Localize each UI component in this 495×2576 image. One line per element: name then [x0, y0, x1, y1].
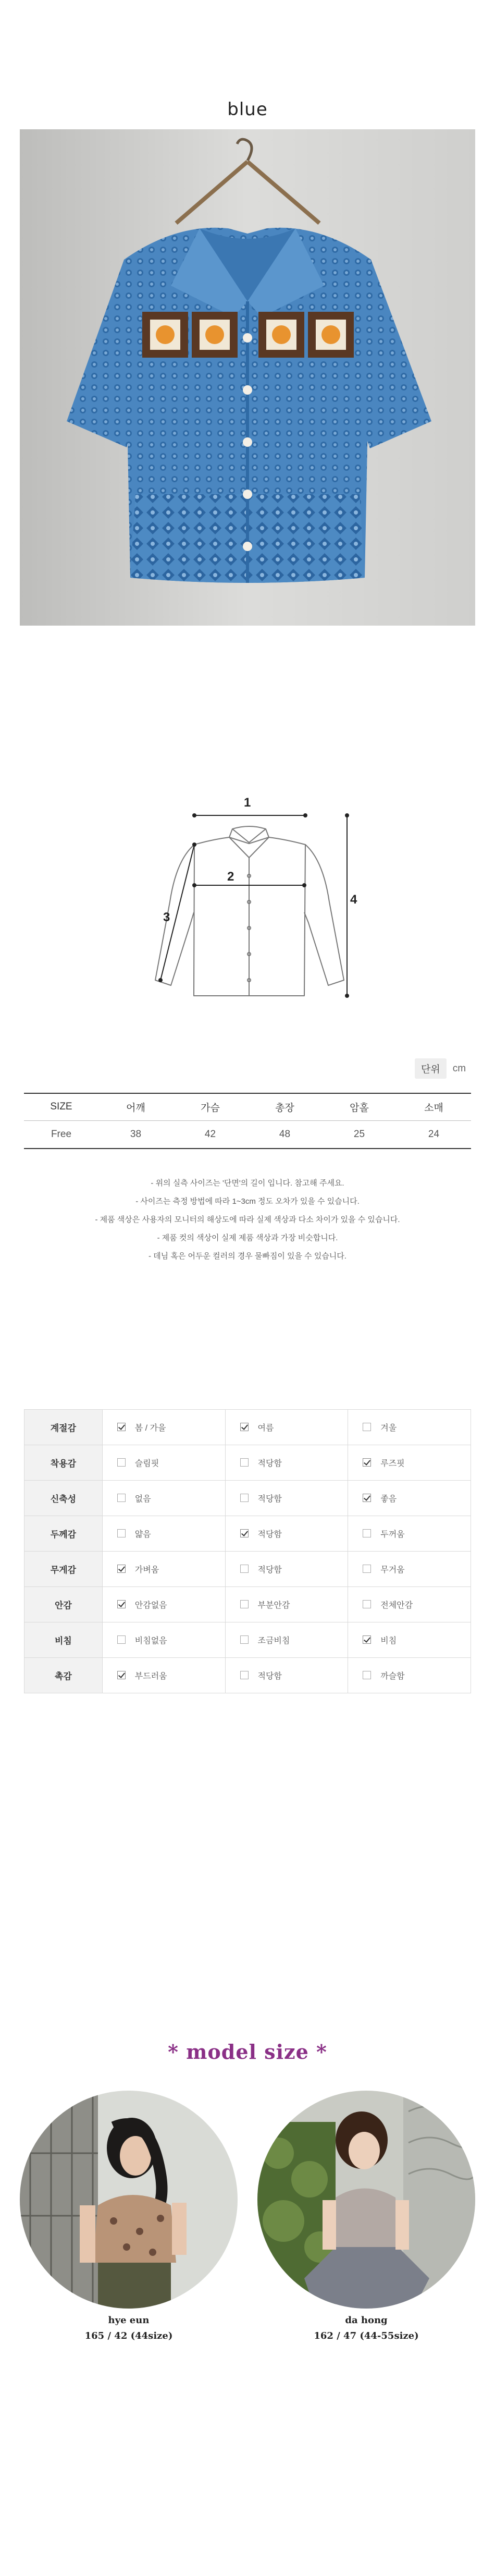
attribute-option-label: 비침없음	[134, 1637, 167, 1645]
model-caption-hye-eun	[20, 2313, 238, 2344]
unit-label: 단위	[415, 1058, 447, 1079]
attribute-option-label: 적당함	[257, 1495, 282, 1504]
attribute-option-label: 좋음	[380, 1495, 397, 1504]
attribute-option	[102, 1587, 225, 1622]
attribute-option-label: 적당함	[257, 1672, 282, 1681]
size-table-cell: 24	[397, 1120, 471, 1149]
attribute-name: 계절감	[24, 1410, 103, 1445]
attribute-option	[225, 1481, 348, 1516]
attribute-option	[225, 1587, 348, 1622]
attribute-option-label: 부분안감	[257, 1601, 290, 1610]
attribute-option	[348, 1587, 471, 1622]
size-diagram	[140, 796, 358, 1006]
unchecked-checkbox-icon	[240, 1671, 249, 1679]
attribute-row	[24, 1481, 471, 1516]
unchecked-checkbox-icon	[117, 1529, 126, 1537]
attribute-option-label: 무거움	[380, 1566, 405, 1574]
size-table-cell: 48	[247, 1120, 322, 1149]
size-table-header: SIZE	[24, 1093, 98, 1120]
diagram-label-4: 4	[350, 893, 357, 907]
attribute-option	[102, 1516, 225, 1552]
unchecked-checkbox-icon	[363, 1423, 371, 1431]
unchecked-checkbox-icon	[363, 1529, 371, 1537]
checked-checkbox-icon	[117, 1600, 126, 1608]
unchecked-checkbox-icon	[240, 1600, 249, 1608]
attribute-option-label: 겨울	[380, 1424, 397, 1433]
diagram-label-2: 2	[227, 870, 234, 884]
attribute-option-label: 여름	[257, 1424, 274, 1433]
attribute-row	[24, 1445, 471, 1481]
attribute-option	[225, 1658, 348, 1693]
attribute-option	[102, 1658, 225, 1693]
attribute-option	[225, 1410, 348, 1445]
attribute-option	[102, 1410, 225, 1445]
attribute-option-label: 비침	[380, 1637, 397, 1645]
attribute-name: 두께감	[24, 1516, 103, 1552]
checked-checkbox-icon	[117, 1565, 126, 1573]
attribute-option-label: 까슬함	[380, 1672, 405, 1681]
checked-checkbox-icon	[240, 1529, 249, 1537]
checked-checkbox-icon	[240, 1423, 249, 1431]
attribute-option	[348, 1516, 471, 1552]
diagram-label-1: 1	[244, 796, 251, 810]
size-notes	[0, 1174, 495, 1265]
size-table-header-row	[24, 1093, 471, 1120]
note-line: - 위의 실측 사이즈는 '단면'의 길이 입니다. 참고해 주세요.	[151, 1179, 344, 1188]
attribute-row	[24, 1622, 471, 1658]
unchecked-checkbox-icon	[240, 1565, 249, 1573]
model-size-title: * model size *	[168, 2040, 327, 2064]
size-table-header: 가슴	[173, 1093, 247, 1120]
attribute-option	[225, 1445, 348, 1481]
size-table-cell: 38	[98, 1120, 173, 1149]
attribute-option-label: 전체안감	[380, 1601, 413, 1610]
note-line: - 데님 혹은 어두운 컬러의 경우 물빠짐이 있을 수 있습니다.	[148, 1252, 346, 1261]
attribute-name: 신축성	[24, 1481, 103, 1516]
attribute-option-label: 봄 / 가을	[134, 1424, 166, 1433]
attribute-option	[225, 1622, 348, 1658]
checked-checkbox-icon	[117, 1671, 126, 1679]
attribute-option-label: 가벼움	[134, 1566, 159, 1574]
attribute-option-label: 적당함	[257, 1566, 282, 1574]
attribute-name: 비침	[24, 1622, 103, 1658]
product-photo	[20, 129, 475, 626]
model-size: 165 / 42 (44size)	[84, 2330, 173, 2341]
attribute-option-label: 두꺼움	[380, 1530, 405, 1539]
model-photo-da-hong	[257, 2091, 475, 2309]
model-size: 162 / 47 (44-55size)	[314, 2330, 419, 2341]
unchecked-checkbox-icon	[240, 1458, 249, 1467]
attribute-name: 무게감	[24, 1552, 103, 1587]
size-table-header: 암홀	[322, 1093, 397, 1120]
attribute-option	[102, 1552, 225, 1587]
attribute-option	[348, 1445, 471, 1481]
unit-indicator	[415, 1058, 466, 1079]
attribute-option	[348, 1552, 471, 1587]
attribute-option	[225, 1516, 348, 1552]
size-table-cell: Free	[24, 1120, 98, 1149]
attribute-option	[348, 1481, 471, 1516]
unchecked-checkbox-icon	[240, 1494, 249, 1502]
attribute-name: 안감	[24, 1587, 103, 1622]
size-table-header: 어깨	[98, 1093, 173, 1120]
unchecked-checkbox-icon	[363, 1565, 371, 1573]
attribute-option	[348, 1410, 471, 1445]
unchecked-checkbox-icon	[240, 1635, 249, 1644]
unchecked-checkbox-icon	[117, 1494, 126, 1502]
checked-checkbox-icon	[363, 1458, 371, 1467]
attribute-row	[24, 1410, 471, 1445]
attribute-option-label: 루즈핏	[380, 1459, 405, 1468]
model-caption-da-hong	[257, 2313, 475, 2344]
attribute-option	[102, 1481, 225, 1516]
attribute-option	[348, 1658, 471, 1693]
attribute-row	[24, 1516, 471, 1552]
note-line: - 제품 색상은 사용자의 모니터의 해상도에 따라 실제 색상과 다소 차이가 있을 수 있습니다.	[95, 1215, 400, 1224]
attribute-option-label: 적당함	[257, 1459, 282, 1468]
attribute-row	[24, 1658, 471, 1693]
size-table-header: 소매	[397, 1093, 471, 1120]
attributes-table	[24, 1409, 471, 1693]
checked-checkbox-icon	[363, 1494, 371, 1502]
attribute-option	[225, 1552, 348, 1587]
attribute-option-label: 안감없음	[134, 1601, 167, 1610]
attribute-option	[348, 1622, 471, 1658]
attribute-option	[102, 1445, 225, 1481]
unchecked-checkbox-icon	[363, 1671, 371, 1679]
unchecked-checkbox-icon	[117, 1635, 126, 1644]
unchecked-checkbox-icon	[363, 1600, 371, 1608]
attribute-option-label: 조금비침	[257, 1637, 290, 1645]
diagram-label-3: 3	[163, 910, 170, 924]
checked-checkbox-icon	[363, 1635, 371, 1644]
model-name: da hong	[345, 2315, 388, 2326]
note-line: - 사이즈는 측정 방법에 따라 1~3cm 정도 오차가 있을 수 있습니다.	[135, 1197, 360, 1206]
attribute-name: 촉감	[24, 1658, 103, 1693]
model-name: hye eun	[108, 2315, 150, 2326]
attribute-option-label: 없음	[134, 1495, 151, 1504]
unchecked-checkbox-icon	[117, 1458, 126, 1467]
size-table-cell: 42	[173, 1120, 247, 1149]
color-caption: blue	[227, 99, 268, 120]
attribute-option-label: 적당함	[257, 1530, 282, 1539]
model-photo-hye-eun	[20, 2091, 238, 2309]
attribute-row	[24, 1587, 471, 1622]
note-line: - 제품 컷의 색상이 실제 제품 색상과 가장 비슷합니다.	[157, 1234, 338, 1242]
attribute-option-label: 얇음	[134, 1530, 151, 1539]
unit-value: cm	[452, 1063, 466, 1074]
attribute-option	[102, 1622, 225, 1658]
size-table-header: 총장	[247, 1093, 322, 1120]
size-table	[24, 1093, 471, 1149]
size-table-cell: 25	[322, 1120, 397, 1149]
size-table-row	[24, 1120, 471, 1149]
attribute-option-label: 슬림핏	[134, 1459, 159, 1468]
attribute-name: 착용감	[24, 1445, 103, 1481]
attribute-row	[24, 1552, 471, 1587]
checked-checkbox-icon	[117, 1423, 126, 1431]
attribute-option-label: 부드러움	[134, 1672, 167, 1681]
